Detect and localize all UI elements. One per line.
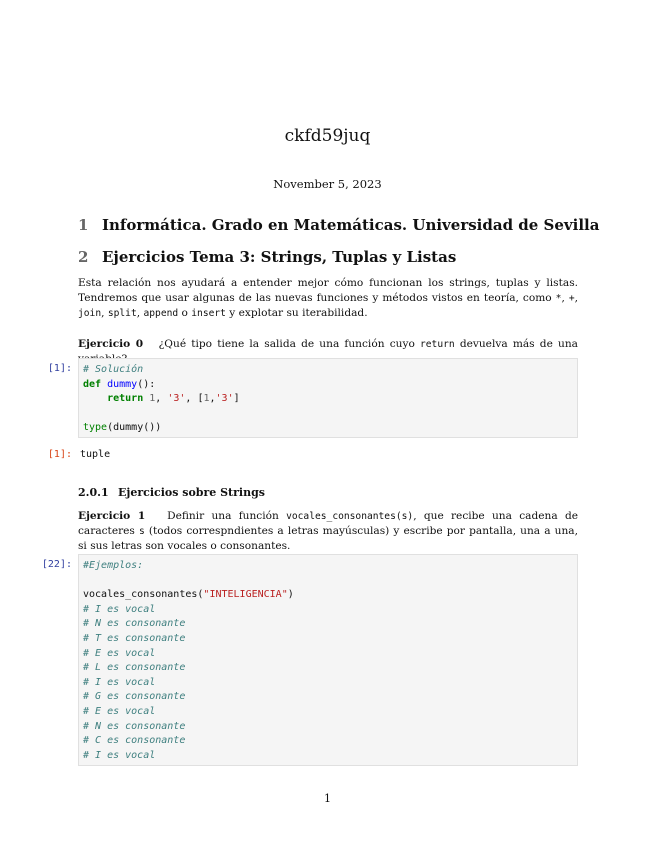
document-date: November 5, 2023: [273, 177, 382, 191]
page-number: 1: [324, 792, 331, 805]
input-prompt: [1]:: [47, 363, 72, 374]
section-heading-1: [78, 216, 599, 234]
document-title: ckfd59juq: [284, 126, 371, 146]
output-value: tuple: [80, 449, 111, 460]
exercise-1-text: Ejercicio 1 Definir una función vocales_consonantes(s), que recibe una cadena de caracteres s (todos correspndientes a letras mayúsculas) y escribe por pantalla, una a una, si sus letras son vocales o consonantes.: [78, 510, 578, 552]
code-cell-22[interactable]: #Ejemplos: vocales_consonantes("INTELIGENCIA") # I es vocal # N es consonante # T es consonante # E es vocal # L es consonante # I es vocal # G es consonante # E es vocal # N es consonante # C es consonante # I es vocal: [78, 554, 578, 766]
section-title: Informática. Grado en Matemáticas. Universidad de Sevilla: [102, 216, 600, 234]
output-comment-line: # C es consonante: [83, 735, 186, 747]
output-comment-line: # E es vocal: [83, 647, 156, 659]
output-comment-line: # I es vocal: [83, 749, 156, 761]
section-heading-2: [78, 248, 456, 266]
output-comment-line: # N es consonante: [83, 618, 186, 630]
subsection-heading: 2.0.1 Ejercicios sobre Strings: [78, 486, 265, 499]
output-comment-line: # N es consonante: [83, 720, 186, 732]
output-comment-line: # L es consonante: [83, 662, 186, 674]
section-title: Ejercicios Tema 3: Strings, Tuplas y Listas: [102, 248, 457, 266]
exercise-0-text: Ejercicio 0 ¿Qué tipo tiene la salida de una función cuyo return devuelva más de una: [78, 338, 578, 350]
output-comment-line: # I es vocal: [83, 603, 156, 615]
section-number: 2: [78, 248, 89, 266]
intro-paragraph: Esta relación nos ayudará a entender mejor cómo funcionan los strings, tuplas y listas. Tendremos que usar algunas de las nuevas funciones y métodos vistos en teoría, como *, +, join, split, append o insert y explotar su iterabilidad.: [78, 277, 578, 319]
output-comment-line: # T es consonante: [83, 632, 186, 644]
section-number: 1: [78, 216, 89, 234]
code-cell-1[interactable]: # Solución def dummy(): return 1, '3', [1,'3'] type(dummy()): [78, 358, 578, 438]
output-comment-line: # I es vocal: [83, 676, 156, 688]
output-prompt: [1]:: [47, 449, 72, 460]
input-prompt: [22]:: [41, 559, 72, 570]
output-comment-line: # G es consonante: [83, 691, 186, 703]
output-comment-line: # E es vocal: [83, 705, 156, 717]
